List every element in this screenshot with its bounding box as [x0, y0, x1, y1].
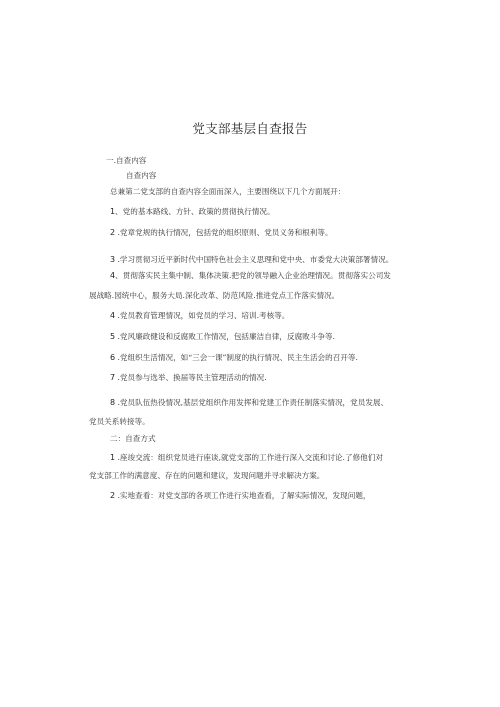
section1-heading: 一.自查内容: [106, 156, 147, 165]
list-item-continuation: [89, 291, 339, 301]
item-text: 、贯彻落实民主集中制、集体决策.把党的领导融入企业治理情况。贯彻落实公司发: [115, 271, 391, 280]
list-item: [110, 311, 289, 321]
item-number: 7: [110, 373, 116, 382]
item-number: 1: [110, 207, 116, 216]
item-text: .实地查看：对党支部的各项工作进行实地查看，了解实际情况，发现问题，: [117, 491, 371, 500]
item-text: .党员教育管理情况，如党员的学习、培训.考核等。: [117, 311, 290, 320]
item-text: .党组织生活情况，如“三会一课”制度的执行情况、民主生活会的召开等.: [117, 353, 358, 362]
item-text: .党员队伍热役情况,基层党组织作用发挥和党建工作责任制落实情况，党员发展、: [117, 398, 389, 407]
item-number: 4: [110, 271, 116, 280]
item-number: 5: [110, 332, 116, 341]
list-item: [110, 491, 371, 501]
list-item-continuation: [89, 471, 324, 481]
list-item-continuation: [89, 417, 150, 427]
item-text: .座竣交流：组织党员进行座谈,就党支部的工作进行深入交流和讨论.了修他们对: [117, 453, 383, 462]
item-text: 党支部工作的满意度、存在的问题和建议，发现问题并寻求解决方案。: [89, 471, 325, 480]
item-text: .党章党规的执行情况，包括党的组织原则、党员义务和根利等。: [117, 228, 333, 237]
item-text: .学习贯彻习近平新时代中国特色社会主义思理和党中央、市委党大决策部署情况。: [117, 255, 394, 264]
item-text: 党员关系转接等。: [89, 417, 150, 426]
list-item: [110, 255, 393, 265]
list-item: [110, 398, 388, 408]
item-number: 2: [110, 228, 116, 237]
item-number: 1: [110, 453, 116, 462]
item-number: 6: [110, 353, 116, 362]
list-item: [110, 373, 267, 383]
list-item: [110, 332, 335, 342]
item-number: 3: [110, 255, 116, 264]
list-item: [110, 453, 383, 463]
list-item: [110, 207, 275, 217]
document-title: 党支部基层自查报告: [192, 121, 308, 136]
list-item: [110, 228, 333, 238]
item-number: 4: [110, 311, 116, 320]
item-text: 、党的基本路线、方针、政策的贯彻执行情况。: [115, 207, 275, 216]
item-number: 8: [110, 398, 116, 407]
list-item: [110, 353, 358, 363]
list-item: [110, 271, 391, 281]
item-text: 展战略.园统中心，服务大局.深化改革、防范风险.推进党点工作落实情况。: [89, 291, 340, 300]
item-text: .党风廉政健设和反腐败工作情况，包括廉洁自律，反腐败斗争等.: [117, 332, 335, 341]
item-number: 2: [110, 491, 116, 500]
intro-paragraph: 总兼第二党支部的自查内容全面而深入，主要围绕以下几个方面展开：: [110, 187, 346, 196]
item-text: .党员参与选举、换届等民主管理活动的情况.: [117, 373, 267, 382]
section2-heading: 二：自查方式: [110, 434, 156, 443]
section1-subheading: 自查内容: [126, 171, 157, 180]
